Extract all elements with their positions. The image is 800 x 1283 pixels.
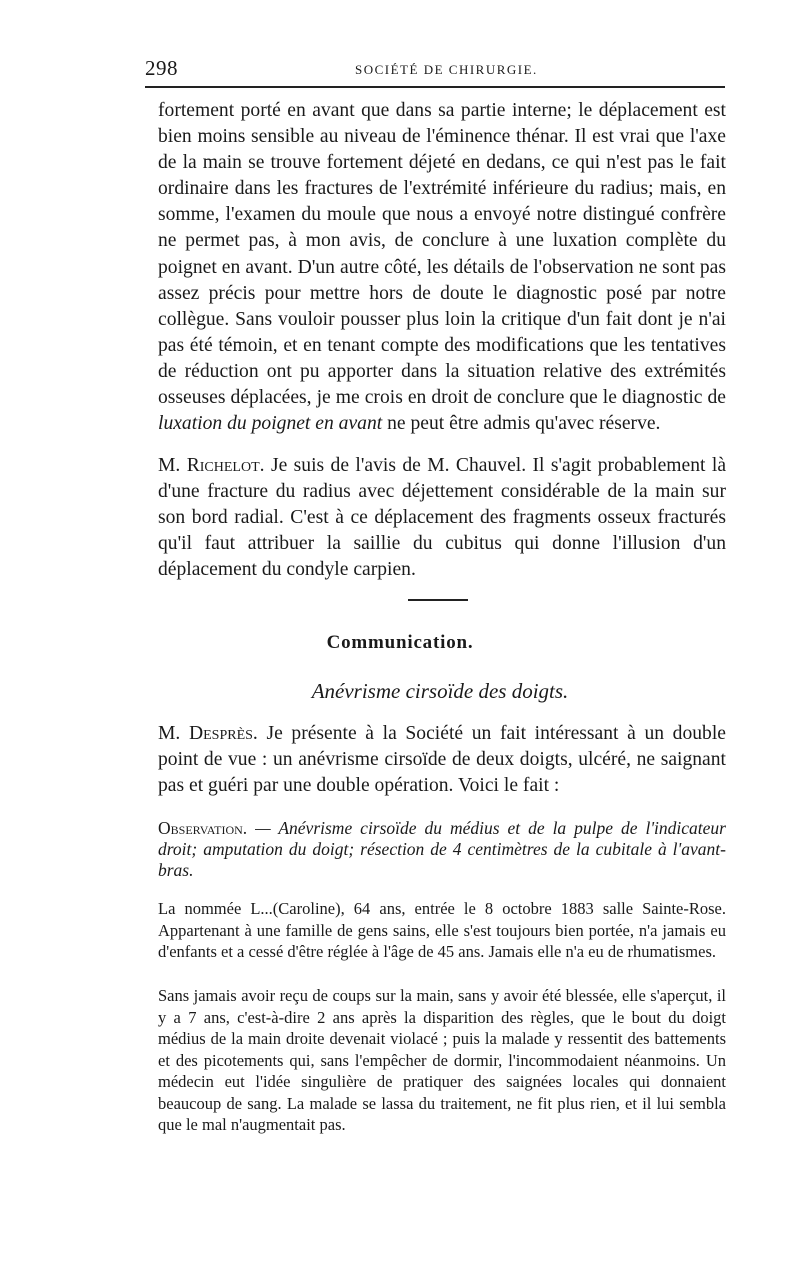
paragraph-despres — [158, 721, 726, 799]
case-paragraph-2 — [158, 985, 726, 1136]
observation-label: Observation. — [158, 818, 248, 838]
paragraph-continuation — [158, 98, 726, 437]
header-rule — [145, 86, 725, 88]
speaker-name: M. Richelot. — [158, 455, 265, 476]
paragraph-text: Sans jamais avoir reçu de coups sur la main, sans y avoir été blessée, elle s'aperçut, il y a 7 ans, c'est-à-dire 2 ans après la disparition des règles, que le bout du doigt médius de la main droite devenait violacé ; puis la malade y ressentit des battements et des picotements qui, sans l'empêcher de dormir, l'incommodaient néanmoins. Un médecin eut l'idée singulière de pratiquer des saignées locales qui donnaient beaucoup de sang. La malade se lassa du traitement, ne fit plus rien, et il lui sembla que le mal n'augmentait pas. — [158, 986, 726, 1134]
observation-title: — Anévrisme cirsoïde du médius et de la pulpe de l'indicateur droit; amputation du doigt; résection de 4 centimètres de la cubitale à l'avant-bras. — [158, 818, 726, 880]
running-title: SOCIÉTÉ DE CHIRURGIE. — [355, 62, 538, 77]
paragraph-text: La nommée L...(Caroline), 64 ans, entrée le 8 octobre 1883 salle Sainte-Rose. Appartenant à une famille de gens sains, elle s'est toujours bien portée, n'a jamais eu d'enfants et a cessé d'être réglée à l'âge de 45 ans. Jamais elle n'a eu de rhumatismes. — [158, 899, 726, 961]
page-number: 298 — [145, 56, 178, 80]
paragraph-text: Je suis de l'avis de M. Chauvel. Il s'agit probablement là d'une fracture du radius avec déjettement considérable de la main sur son bord radial. C'est à ce déplacement des fragments osseux fracturés qu'il faut attribuer la saillie du cubitus qui donne l'illusion d'un déplacement du condyle carpien. — [158, 455, 727, 581]
paragraph-text: fortement porté en avant que dans sa partie interne; le déplacement est bien moins sensible au niveau de l'éminence thénar. Il est vrai que l'axe de la main se trouve fortement déjeté en dedans, ce qui n'est pas le fait ordinaire dans les fractures de l'extrémité inférieure du radius; mais, en somme, l'examen du moule que nous a envoyé notre distingué confrère ne permet pas, à mon avis, de conclure à une luxation complète du poignet en avant. D'un autre côté, les détails de l'observation ne sont pas assez précis pour mettre hors de doute le diagnostic posé par notre collègue. Sans vouloir pousser plus loin la critique d'un fait dont je n'ai pas été témoin, et en tenant compte des modifications que les tentatives de réduction ont pu apporter dans la situation relative des extrémités osseuses déplacées, je me crois en droit de conclure que le diagnostic de — [158, 100, 726, 409]
section-title: Communication. — [326, 632, 474, 653]
section-separator — [408, 599, 468, 601]
italic-phrase: luxation du poignet en avant — [158, 413, 383, 435]
article-title: Anévrisme cirsoïde des doigts. — [311, 679, 569, 703]
paragraph-text: Je présente à la Société un fait intéressant à un double point de vue : un anévrisme cirsoïde de deux doigts, ulcéré, ne saignant pas et guéri par une double opération. Voici le fait : — [158, 723, 726, 797]
page-header — [145, 56, 725, 86]
case-paragraph-1 — [158, 898, 726, 963]
paragraph-richelot — [158, 453, 726, 583]
observation-heading — [158, 818, 726, 881]
speaker-name: M. Desprès. — [158, 723, 258, 744]
paragraph-text-end: ne peut être admis qu'avec réserve. — [382, 413, 661, 435]
